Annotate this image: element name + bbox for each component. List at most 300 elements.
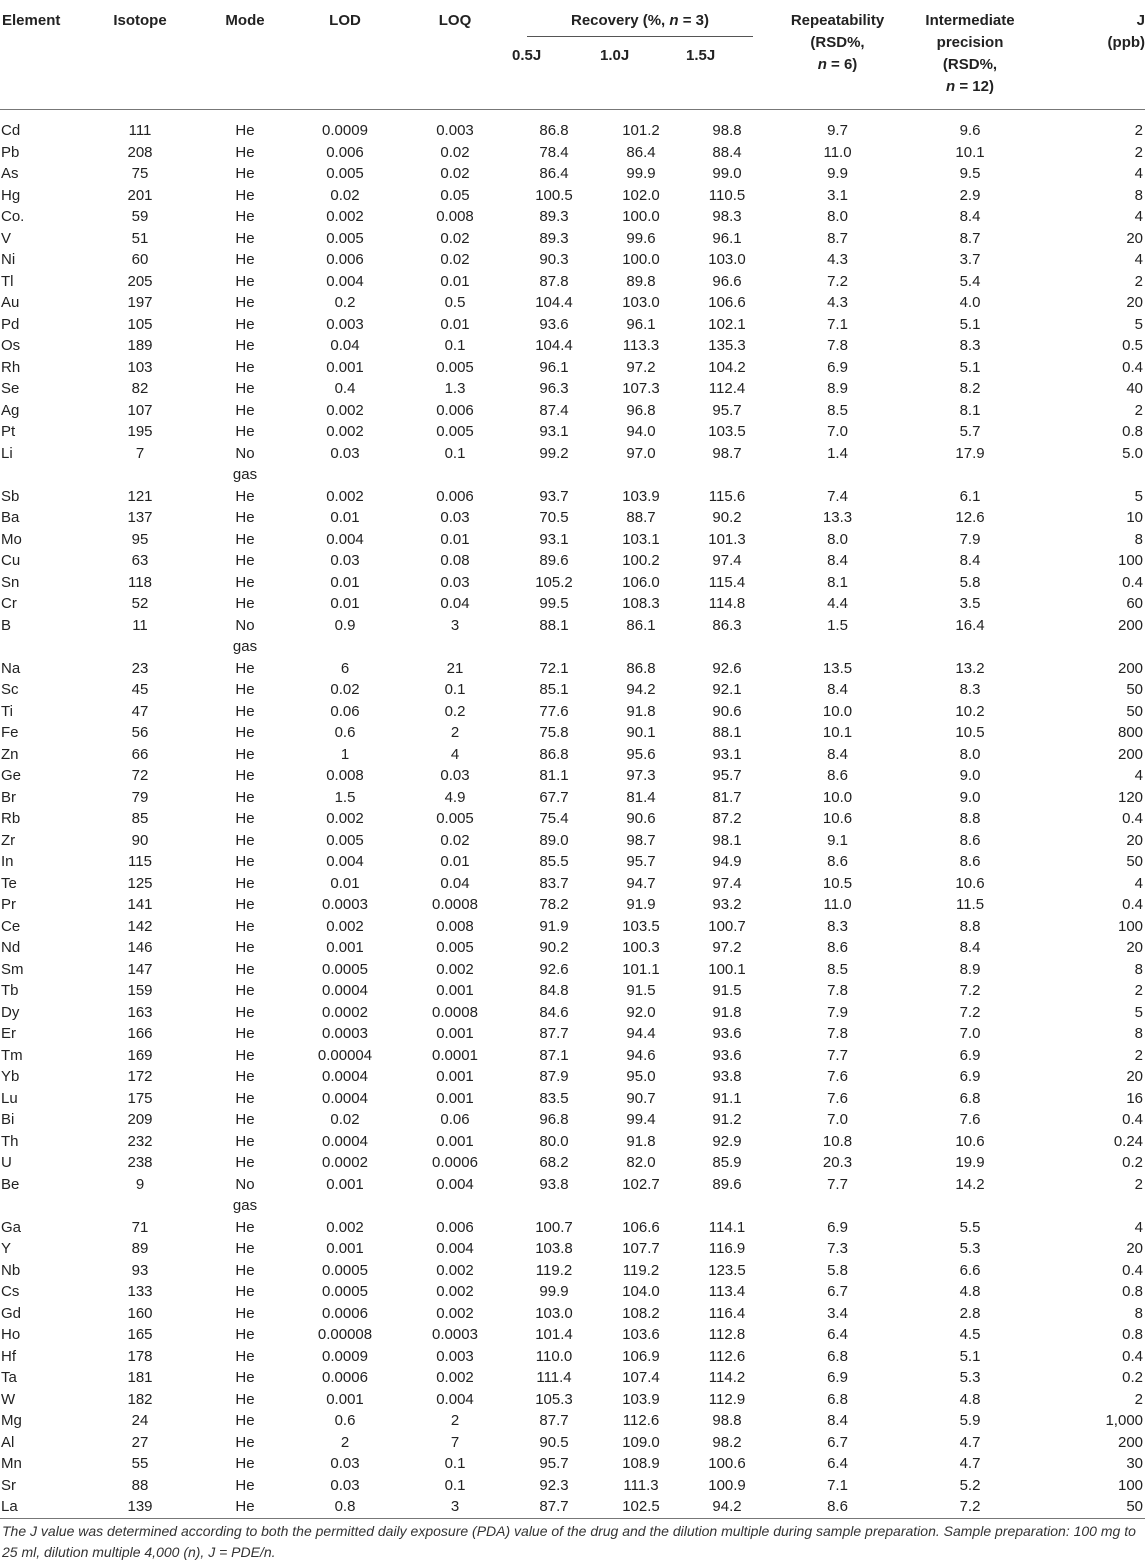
table-row: [0, 1496, 1145, 1518]
cell-j-value: 20: [1126, 831, 1144, 849]
cell-j-value: 100: [1117, 1476, 1144, 1494]
cell-repeatability: 7.3: [827, 1240, 848, 1257]
cell-recovery-1-0j: 97.0: [626, 444, 656, 462]
cell-element: Lu: [1, 1089, 18, 1107]
cell-lod: 0.001: [326, 1175, 364, 1193]
cell-recovery-1-0j: 112.6: [622, 1412, 660, 1429]
cell-mode: He: [235, 1154, 255, 1171]
cell-recovery-0-5j: 96.1: [539, 358, 569, 376]
cell-element: Hg: [1, 186, 21, 204]
cell-recovery-1-5j: 90.6: [712, 702, 742, 720]
cell-j-value: 5: [1134, 315, 1144, 333]
cell-recovery-1-5j: 113.4: [708, 1283, 746, 1300]
cell-recovery-0-5j: 77.6: [539, 702, 569, 720]
cell-mode: He: [235, 831, 255, 849]
cell-mode: He: [235, 595, 255, 612]
cell-mode: He: [235, 1003, 255, 1021]
cell-recovery-1-0j: 108.9: [622, 1455, 660, 1472]
cell-j-value: 60: [1126, 595, 1144, 612]
cell-loq: 0.03: [440, 767, 470, 784]
cell-intermediate-precision: 5.7: [959, 423, 981, 440]
cell-isotope: 72: [131, 767, 149, 784]
cell-recovery-0-5j: 90.5: [539, 1433, 569, 1451]
cell-element: Br: [1, 788, 16, 806]
cell-j-value: 50: [1035, 1496, 1145, 1518]
cell-recovery-0-5j: 104.4: [535, 337, 573, 354]
cell-isotope: 103: [127, 358, 153, 376]
cell-lod: 0.02: [330, 186, 360, 204]
cell-isotope: 118: [128, 573, 152, 591]
cell-repeatability: 11.0: [823, 896, 852, 913]
cell-recovery-1-5j: 92.9: [712, 1132, 742, 1150]
cell-element: Ta: [1, 1369, 17, 1386]
cell-loq: 0.03: [440, 573, 470, 591]
cell-element: Bi: [1, 1111, 15, 1128]
cell-mode: He: [235, 1476, 255, 1494]
table-row: [0, 1131, 1145, 1153]
cell-recovery-0-5j: 86.4: [539, 165, 569, 182]
cell-recovery-1-0j: 108.3: [622, 595, 660, 612]
cell-mode: He: [235, 702, 255, 720]
cell-loq: 0.006: [436, 401, 474, 419]
cell-loq: 0.1: [444, 1476, 466, 1494]
cell-recovery-1-0j: 99.9: [626, 165, 656, 182]
cell-intermediate-precision: 8.4: [959, 208, 981, 225]
cell-lod: 0.0005: [322, 1283, 368, 1300]
cell-isotope: 115: [128, 853, 152, 870]
cell-repeatability: 10.5: [822, 874, 853, 892]
table-row: [0, 744, 1145, 766]
cell-j-value: 100: [1117, 552, 1144, 569]
cell-recovery-1-5j: 95.7: [712, 401, 742, 419]
cell-recovery-1-5j: 98.7: [712, 444, 742, 462]
cell-intermediate-precision: 5.3: [959, 1240, 981, 1257]
cell-recovery-1-0j: 101.2: [622, 122, 660, 139]
cell-recovery-1-5j: 98.2: [712, 1433, 742, 1451]
cell-mode: He: [235, 229, 255, 247]
cell-recovery-1-5j: 100.7: [708, 917, 746, 935]
cell-loq: 0.02: [440, 165, 470, 182]
cell-repeatability: 7.8: [827, 1025, 848, 1042]
cell-repeatability: 8.4: [827, 552, 848, 569]
cell-recovery-1-5j: 101.3: [708, 530, 746, 548]
cell-recovery-0-5j: 78.2: [539, 896, 569, 913]
cell-recovery-0-5j: 87.8: [539, 272, 569, 290]
cell-element: V: [1, 229, 12, 247]
cell-j-value: 2: [1134, 401, 1144, 419]
cell-loq: 0.0008: [432, 1003, 478, 1021]
cell-j-value: 10: [1126, 509, 1144, 526]
cell-recovery-1-5j: 103.0: [708, 251, 746, 268]
cell-recovery-1-5j: 99.0: [712, 165, 742, 182]
cell-lod: 0.0005: [322, 1261, 368, 1279]
cell-element: Os: [1, 337, 21, 354]
cell-repeatability: 8.9: [827, 380, 848, 397]
cell-mode: He: [235, 315, 255, 333]
cell-repeatability: 8.0: [827, 530, 848, 548]
cell-repeatability: 8.4: [827, 681, 848, 698]
cell-j-value: 200: [1117, 1433, 1144, 1451]
table-row: [0, 959, 1145, 981]
cell-lod: 0.005: [326, 165, 364, 182]
cell-recovery-0-5j: 105.3: [535, 1390, 573, 1408]
cell-recovery-1-0j: 82.0: [626, 1154, 656, 1171]
table-row: [0, 679, 1145, 701]
cell-loq: 0.005: [436, 810, 474, 827]
cell-lod: 0.002: [326, 208, 364, 225]
cell-intermediate-precision: 4.8: [959, 1283, 981, 1300]
cell-isotope: 137: [127, 509, 153, 526]
cell-recovery-1-0j: 119.2: [622, 1261, 660, 1279]
cell-recovery-1-0j: 95.6: [626, 745, 656, 763]
cell-mode: He: [235, 272, 255, 290]
cell-mode: He: [235, 122, 255, 139]
cell-isotope: 51: [131, 229, 149, 247]
cell-recovery-1-0j: 94.4: [626, 1025, 656, 1042]
table-row: [0, 1324, 1145, 1346]
cell-recovery-1-5j: 110.5: [708, 186, 746, 204]
cell-repeatability: 1.5: [827, 616, 848, 634]
cell-lod: 0.006: [326, 251, 364, 268]
cell-recovery-0-5j: 78.4: [539, 143, 569, 161]
cell-element: Al: [1, 1433, 15, 1451]
cell-loq: 4.9: [444, 788, 466, 806]
cell-isotope: 142: [127, 917, 153, 935]
cell-loq: 0.1: [444, 337, 466, 354]
table-row: [0, 400, 1145, 422]
cell-lod: 0.02: [330, 1111, 360, 1128]
cell-mode: He: [235, 1347, 255, 1365]
cell-mode: He: [235, 810, 255, 827]
cell-lod: 0.0006: [322, 1304, 368, 1322]
cell-intermediate-precision: 8.1: [959, 401, 981, 419]
cell-recovery-0-5j: 103.8: [535, 1240, 573, 1257]
cell-j-value: 0.24: [1113, 1132, 1144, 1150]
cell-recovery-1-5j: 93.8: [712, 1068, 742, 1085]
cell-j-value: 200: [1117, 659, 1144, 677]
table-row: [0, 615, 1145, 658]
cell-mode: He: [235, 251, 255, 268]
cell-isotope: 45: [131, 681, 149, 698]
cell-element: Na: [1, 659, 21, 677]
cell-isotope: 232: [127, 1132, 153, 1150]
table-row: [0, 1475, 1145, 1497]
cell-element: Tm: [1, 1046, 23, 1064]
cell-element: B: [1, 616, 12, 634]
cell-intermediate-precision: 8.8: [959, 810, 981, 827]
cell-isotope: 27: [131, 1433, 149, 1451]
cell-j-value: 0.4: [1122, 573, 1144, 591]
cell-mode: He: [235, 143, 255, 161]
cell-mode: He: [235, 939, 255, 956]
cell-isotope: 105: [127, 315, 153, 333]
cell-element: Be: [1, 1175, 20, 1193]
table-row: [0, 378, 1145, 400]
cell-repeatability: 7.4: [827, 487, 848, 505]
cell-repeatability: 20.3: [822, 1154, 853, 1171]
table-row: [0, 658, 1145, 680]
table-row: [0, 1453, 1145, 1475]
header-recovery-label: Recovery (%, n = 3): [571, 12, 709, 29]
cell-mode: He: [235, 1111, 255, 1128]
cell-loq: 7: [450, 1433, 460, 1451]
cell-loq: 0.001: [436, 982, 474, 999]
cell-mode: He: [235, 337, 255, 354]
cell-element: Pd: [1, 315, 20, 333]
cell-recovery-1-0j: 81.4: [626, 788, 656, 806]
cell-intermediate-precision: 10.1: [955, 143, 985, 161]
cell-recovery-1-0j: 86.8: [626, 659, 656, 677]
cell-j-value: 20: [1126, 1068, 1144, 1085]
cell-recovery-1-5j: 86.3: [712, 616, 742, 634]
cell-isotope: 11: [132, 616, 148, 634]
cell-j-value: 0.8: [1122, 1283, 1144, 1300]
cell-isotope: 107: [127, 401, 153, 419]
cell-repeatability: 4.3: [827, 251, 848, 268]
cell-lod: 0.03: [330, 1455, 360, 1472]
cell-j-value: 0.4: [1122, 1261, 1144, 1279]
cell-intermediate-precision: 6.9: [959, 1046, 981, 1064]
cell-intermediate-precision: 16.4: [955, 616, 985, 634]
table-row: [0, 550, 1145, 572]
cell-loq: 0.01: [440, 853, 470, 870]
table-row: [0, 593, 1145, 615]
cell-repeatability: 6.9: [827, 358, 848, 376]
cell-mode: He: [235, 896, 255, 913]
cell-repeatability: 4.3: [827, 294, 848, 311]
cell-recovery-0-5j: 104.4: [535, 294, 573, 311]
cell-element: Cr: [1, 595, 17, 612]
cell-loq: 0.001: [436, 1068, 474, 1085]
cell-intermediate-precision: 8.3: [959, 681, 981, 698]
cell-recovery-1-5j: 81.7: [712, 788, 742, 806]
cell-lod: 0.001: [326, 358, 364, 376]
cell-loq: 0.003: [436, 1347, 474, 1365]
cell-mode: He: [235, 186, 255, 204]
cell-recovery-1-5j: 94.9: [712, 853, 742, 870]
cell-isotope: 79: [131, 788, 149, 806]
cell-mode: He: [235, 573, 255, 591]
table-row: [0, 980, 1145, 1002]
header-intermediate-line: Intermediate: [925, 12, 1015, 29]
cell-j-value: 20: [1126, 294, 1144, 311]
cell-mode: He: [235, 423, 255, 440]
cell-lod: 0.0003: [322, 1025, 368, 1042]
cell-lod: 6: [340, 659, 350, 677]
cell-recovery-1-0j: 97.3: [626, 767, 656, 784]
cell-j-value: 2: [1134, 272, 1144, 290]
cell-intermediate-precision: 10.6: [955, 874, 985, 892]
cell-isotope: 121: [127, 487, 153, 505]
cell-recovery-1-0j: 94.2: [626, 681, 656, 698]
cell-repeatability: 10.1: [822, 724, 853, 741]
cell-j-value: 8: [1134, 186, 1144, 204]
cell-recovery-0-5j: 100.7: [535, 1218, 573, 1236]
table-row: [0, 206, 1145, 228]
table-row: [0, 808, 1145, 830]
cell-repeatability: 10.0: [822, 788, 853, 806]
cell-recovery-1-5j: 93.2: [712, 896, 742, 913]
cell-intermediate-precision: 5.9: [959, 1412, 981, 1429]
cell-j-value: 20: [1126, 1240, 1144, 1257]
cell-element: Dy: [1, 1003, 20, 1021]
cell-j-value: 2: [1134, 143, 1144, 161]
cell-recovery-0-5j: 100.5: [535, 186, 573, 204]
cell-lod: 0.001: [326, 1240, 364, 1257]
cell-loq: 0.008: [436, 917, 474, 935]
cell-j-value: 5: [1134, 1003, 1144, 1021]
cell-loq: 0.02: [440, 831, 470, 849]
cell-lod: 0.002: [326, 810, 364, 827]
cell-recovery-0-5j: 96.8: [539, 1111, 569, 1128]
cell-isotope: 208: [127, 143, 153, 161]
cell-recovery-1-0j: 108.2: [622, 1304, 660, 1322]
cell-lod: 0.005: [326, 831, 364, 849]
cell-recovery-1-5j: 96.1: [712, 229, 742, 247]
cell-recovery-0-5j: 68.2: [539, 1154, 569, 1171]
cell-recovery-1-5j: 123.5: [708, 1261, 746, 1279]
table-row: [0, 110, 1145, 142]
cell-recovery-1-0j: 113.3: [622, 337, 660, 354]
cell-recovery-0-5j: 86.8: [539, 122, 569, 139]
cell-recovery-1-0j: 94.0: [626, 423, 656, 440]
cell-loq: 0.001: [436, 1089, 474, 1107]
cell-element: Sb: [1, 487, 20, 505]
cell-recovery-0-5j: 92.3: [539, 1476, 569, 1494]
cell-mode: He: [235, 1455, 255, 1472]
table-row: [0, 851, 1145, 873]
cell-intermediate-precision: 6.6: [959, 1261, 981, 1279]
cell-recovery-1-5j: 97.2: [712, 939, 742, 956]
cell-j-value: 40: [1126, 380, 1144, 397]
table-row: [0, 1346, 1145, 1368]
cell-j-value: 30: [1126, 1455, 1144, 1472]
cell-j-value: 0.8: [1122, 423, 1144, 440]
cell-loq: 0.2: [444, 702, 466, 720]
cell-lod: 0.0009: [322, 1347, 368, 1365]
cell-recovery-1-0j: 100.2: [622, 552, 660, 569]
cell-isotope: 159: [127, 982, 153, 999]
cell-lod: 0.004: [326, 530, 364, 548]
cell-loq: 0.004: [436, 1240, 474, 1257]
cell-intermediate-precision: 2.9: [959, 186, 981, 204]
cell-element: Cd: [1, 122, 21, 139]
cell-recovery-1-0j: 106.0: [622, 573, 660, 591]
cell-lod: 0.002: [326, 401, 364, 419]
cell-j-value: 0.2: [1122, 1154, 1144, 1171]
cell-isotope: 178: [127, 1347, 153, 1365]
cell-loq: 0.04: [440, 874, 470, 892]
table-row: [0, 873, 1145, 895]
cell-j-value: 4: [1134, 1218, 1144, 1236]
cell-repeatability: 7.7: [827, 1046, 848, 1064]
cell-intermediate-precision: 9.0: [959, 788, 981, 806]
cell-recovery-1-0j: 91.5: [626, 982, 656, 999]
cell-j-value: 0.2: [1122, 1369, 1144, 1386]
cell-element: U: [1, 1154, 12, 1171]
cell-recovery-1-5j: 88.1: [712, 724, 742, 741]
cell-repeatability: 10.8: [822, 1132, 853, 1150]
cell-intermediate-precision: 19.9: [955, 1154, 985, 1171]
cell-mode: He: [235, 1068, 255, 1085]
header-intermediate-line: precision: [936, 34, 1004, 51]
cell-lod: 0.005: [326, 229, 364, 247]
cell-recovery-0-5j: 75.8: [539, 724, 569, 741]
table-row: [0, 1303, 1145, 1325]
cell-loq: 0.04: [440, 595, 470, 612]
cell-mode: He: [235, 1326, 255, 1343]
cell-lod: 0.06: [330, 702, 360, 720]
cell-element: Ni: [1, 251, 16, 268]
cell-mode: He: [235, 1369, 255, 1386]
cell-recovery-1-5j: 87.2: [712, 810, 742, 827]
cell-mode: He: [235, 659, 255, 677]
cell-recovery-1-0j: 90.1: [626, 724, 656, 741]
cell-recovery-1-5j: 100.6: [708, 1455, 746, 1472]
header-intermediate-precision: [905, 0, 1035, 109]
cell-mode: He: [235, 1046, 255, 1064]
cell-isotope: 133: [127, 1283, 153, 1300]
cell-j-value: 8: [1134, 960, 1144, 978]
cell-intermediate-precision: 8.8: [959, 917, 981, 935]
cell-repeatability: 8.5: [827, 401, 848, 419]
cell-repeatability: 6.4: [827, 1326, 848, 1343]
cell-repeatability: 6.8: [827, 1390, 848, 1408]
cell-recovery-1-0j: 97.2: [626, 358, 656, 376]
cell-lod: 0.02: [330, 681, 360, 698]
table-row: [0, 292, 1145, 314]
cell-j-value: 16: [1126, 1089, 1144, 1107]
cell-intermediate-precision: 11.5: [955, 896, 985, 913]
cell-intermediate-precision: 14.2: [955, 1175, 985, 1193]
cell-isotope: 197: [127, 294, 153, 311]
cell-intermediate-precision: 10.2: [955, 702, 985, 720]
cell-j-value: 20: [1126, 229, 1144, 247]
cell-intermediate-precision: 5.1: [959, 1347, 981, 1365]
cell-recovery-0-5j: 67.7: [539, 788, 569, 806]
cell-recovery-1-5j: 98.1: [712, 831, 742, 849]
cell-j-value: 4: [1134, 251, 1144, 268]
cell-repeatability: 7.9: [827, 1003, 848, 1021]
cell-element: Pb: [1, 143, 20, 161]
cell-lod: 0.00004: [317, 1046, 373, 1064]
table-row: [0, 894, 1145, 916]
cell-j-value: 100: [1117, 917, 1144, 935]
cell-isotope: 24: [131, 1412, 149, 1429]
cell-element: Th: [1, 1132, 19, 1150]
table-row: [0, 486, 1145, 508]
recovery-underline: [527, 36, 753, 37]
cell-element: Gd: [1, 1304, 22, 1322]
cell-mode: He: [235, 552, 255, 569]
cell-mode: He: [235, 982, 255, 999]
cell-recovery-1-0j: 109.0: [622, 1433, 660, 1451]
cell-element: Fe: [1, 724, 19, 741]
cell-loq: 0.1: [444, 444, 466, 462]
cell-element: Pt: [1, 423, 16, 440]
cell-lod: 0.4: [334, 380, 356, 397]
cell-recovery-1-0j: 88.7: [626, 509, 656, 526]
cell-intermediate-precision: 5.1: [959, 315, 981, 333]
cell-intermediate-precision: 8.4: [959, 939, 981, 956]
cell-j-value: 5: [1134, 487, 1144, 505]
header-j-line: J: [1136, 12, 1145, 29]
cell-lod: 2: [340, 1433, 350, 1451]
cell-recovery-0-5j: 75.4: [539, 810, 569, 827]
cell-recovery-0-5j: 89.3: [539, 208, 569, 225]
cell-loq: 0.08: [440, 552, 470, 569]
cell-repeatability: 5.8: [827, 1261, 848, 1279]
